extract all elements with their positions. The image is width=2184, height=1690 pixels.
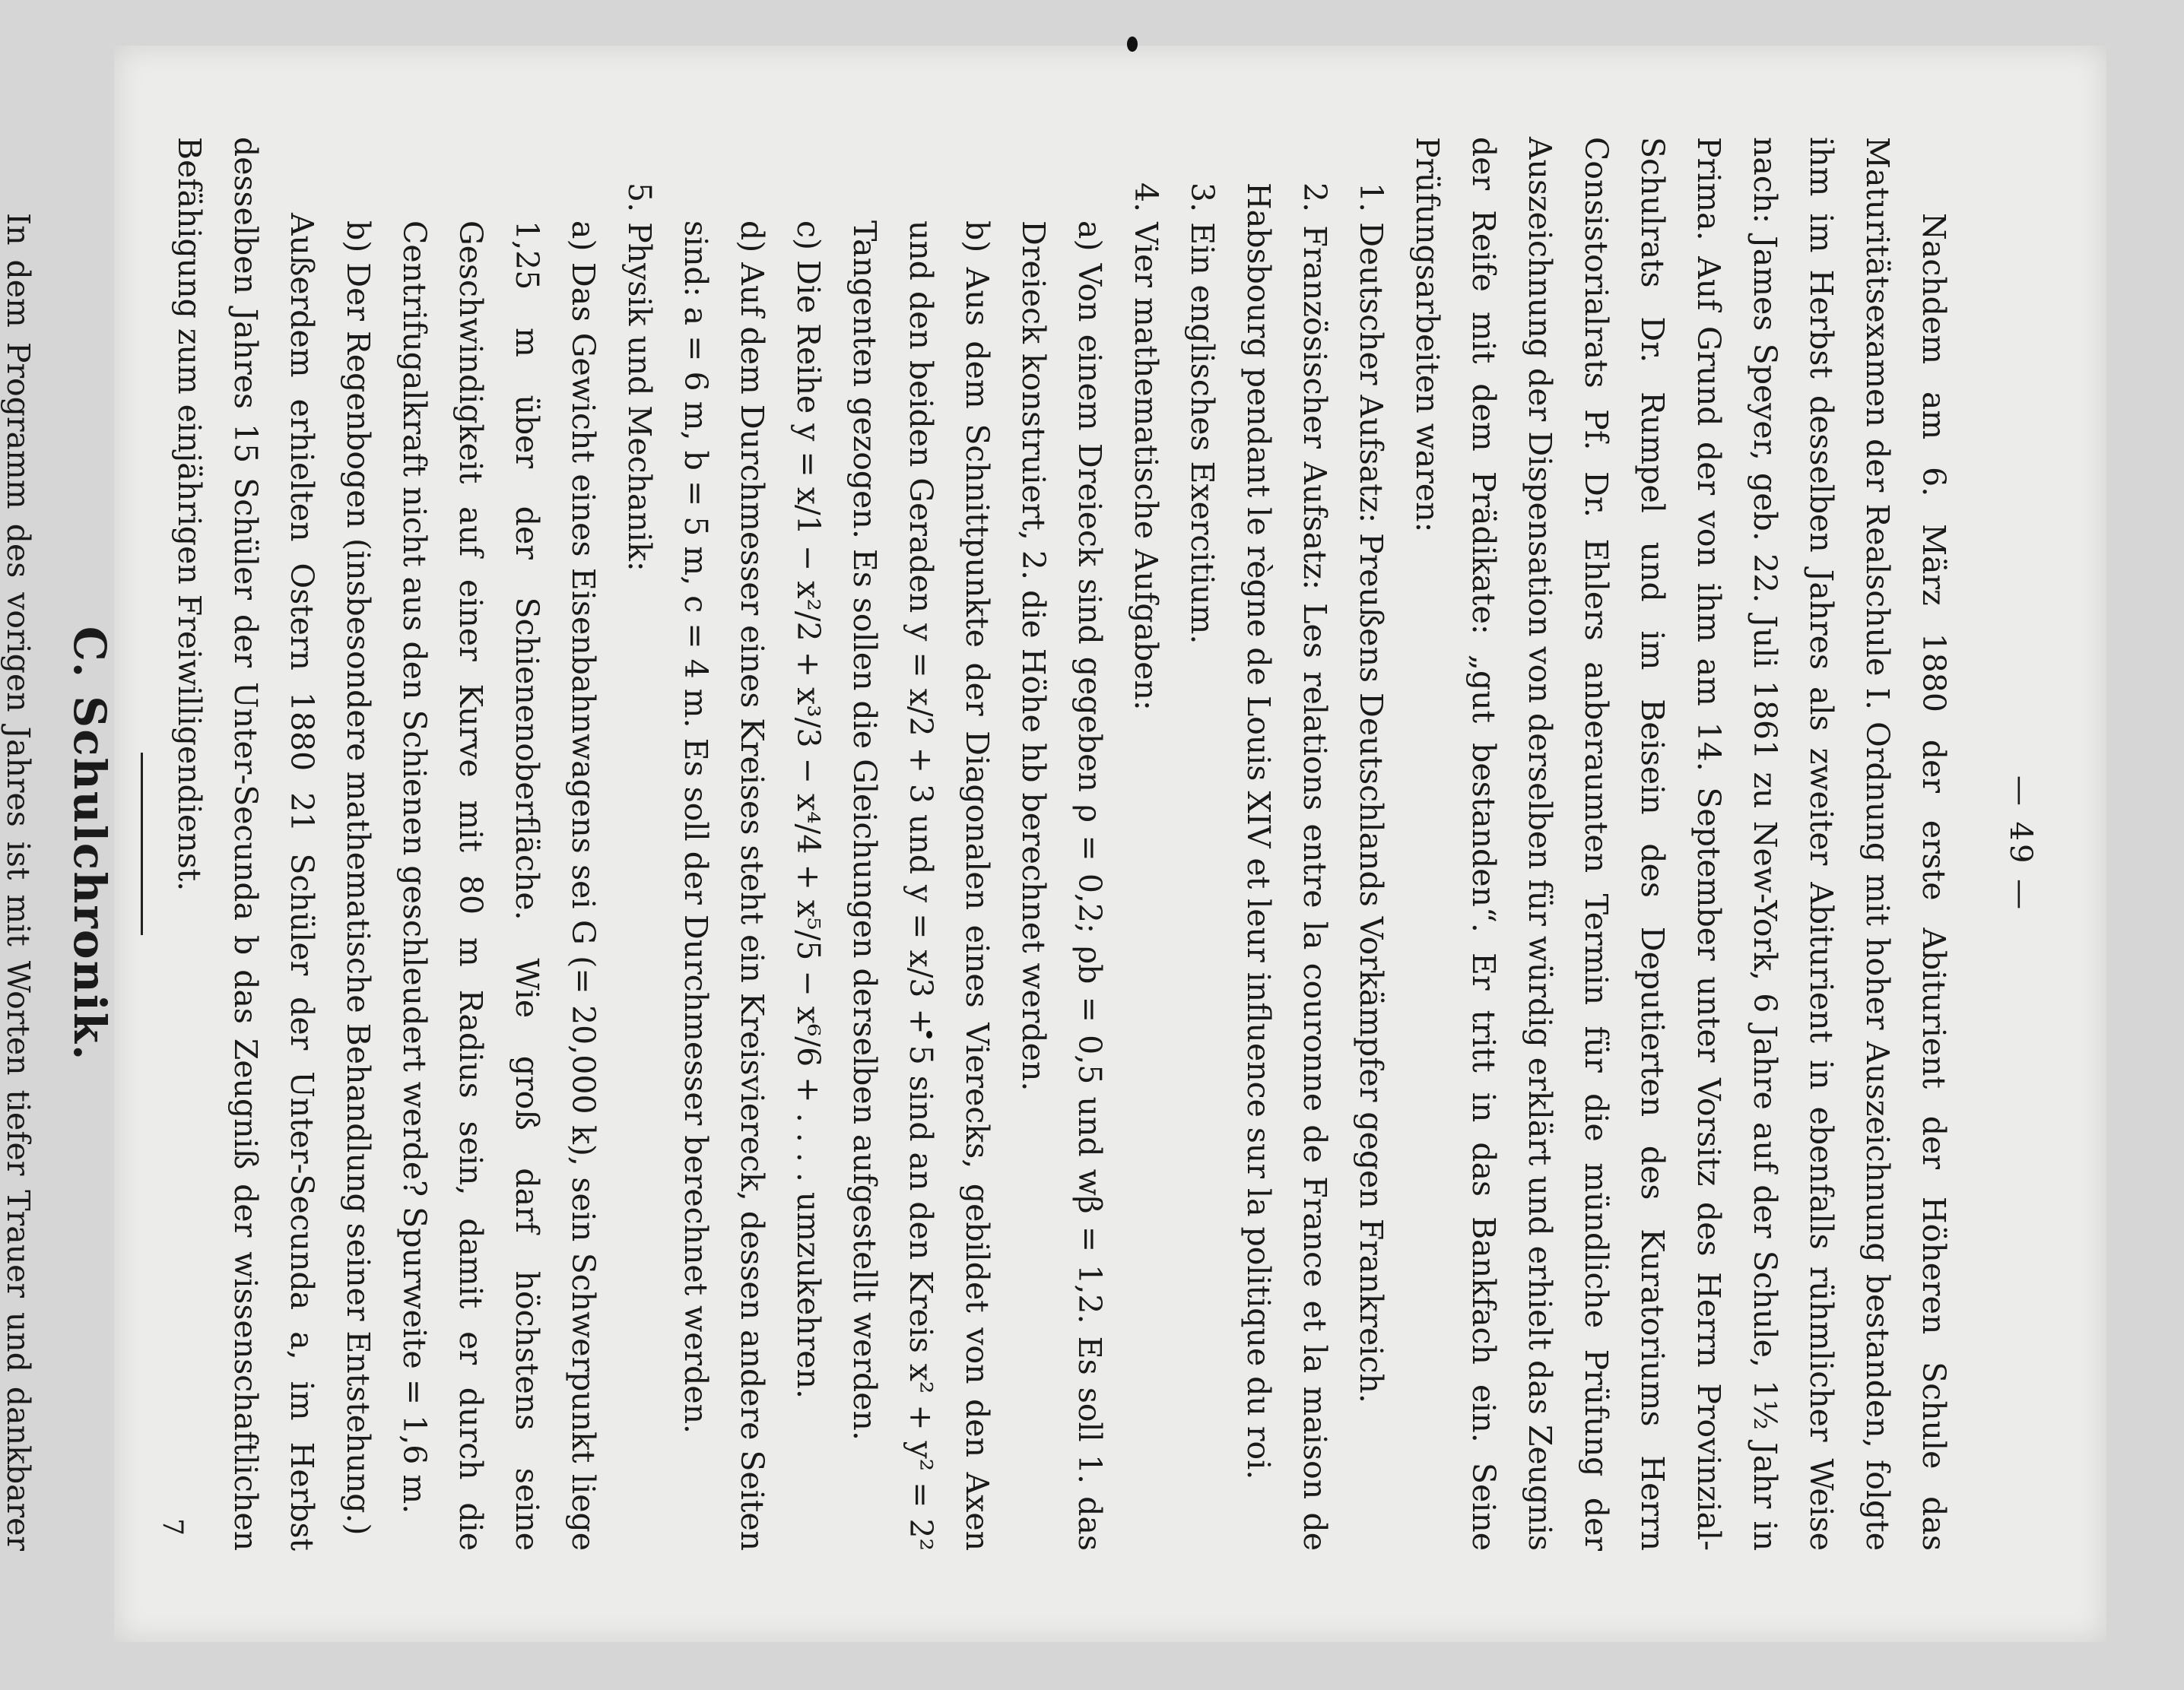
paragraph: 1. Deutscher Aufsatz: Preußens Deutschlands Vorkämpfer gegen Frankreich.	[1353, 182, 1389, 1403]
document-page	[0, 84, 2076, 1604]
paragraph: 2. Französischer Aufsatz: Les relations entre la couronne de France et la maison de Habsbourg pendant le règne de Louis XIV et leur influence sur la politique du roi.	[1240, 182, 1333, 1551]
paragraph: Außerdem erhielten Ostern 1880 21 Schüler der Unter-Secunda a, im Herbst desselben Jahres 15 Schüler der Unter-Secunda b das Zeugniß der wissenschaftlichen Befähigung zum einjährigen Freiwilligendienst.	[171, 137, 320, 1551]
paragraph: 5. Physik und Mechanik:	[621, 182, 658, 572]
section-heading: C. Schulchronik.	[64, 626, 116, 1062]
paragraph: c) Die Reihe y = x/1 − x²/2 + x³/3 − x⁴/4 + x⁵/5 − x⁶/6 + . . . . umzukehren.	[790, 220, 827, 1399]
closing-paragraph: In dem Programm des vorigen Jahres ist mit Worten tiefer Trauer und dankbarer	[0, 213, 37, 1551]
section-rule	[141, 753, 143, 935]
paragraph: a) Das Gewicht eines Eisenbahnwagens sei G (= 20,000 k), sein Schwerpunkt liege 1,25 m über der Schienenoberfläche. Wie groß darf höchstens seine Geschwindigkeit auf einer Kurve mit 80 m Radius sein, damit er durch die Centrifugalkraft nicht aus den Schienen geschleudert werde? Spurweite = 1,6 m.	[396, 220, 602, 1551]
paragraph: d) Auf dem Durchmesser eines Kreises steht ein Kreisviereck, dessen andere Seiten sind: a = 6 m, b = 5 m, c = 4 m. Es soll der Durchmesser berechnet werden.	[678, 220, 770, 1551]
paragraph: b) Der Regenbogen (insbesondere mathematische Behandlung seiner Entstehung.)	[340, 220, 376, 1536]
paragraph: 3. Ein englisches Exercitium.	[1184, 182, 1221, 645]
ink-speck	[1127, 36, 1138, 52]
paragraph: b) Aus dem Schnittpunkte der Diagonalen eines Vierecks, gebildet von den Axen und den beiden Geraden y = x/2 + 3 und y = x/3 + 5 sind an den Kreis x² + y² = 2² Tangenten gezogen. Es sollen die Gleichungen derselben aufgestellt werden.	[846, 220, 995, 1551]
paragraph: 4. Vier mathematische Aufgaben:	[1128, 182, 1164, 711]
paragraph-list	[161, 137, 1962, 1551]
page-number: — 49 —	[2003, 775, 2038, 913]
signature-mark: 7	[157, 1518, 188, 1536]
paragraph: Nachdem am 6. März 1880 der erste Abiturient der Höheren Schule das Maturitätsexamen der Realschule I. Ordnung mit hoher Auszeichnung bestanden, folgte ihm im Herbst desselben Jahres als zweiter Abiturient in ebenfalls rühmlicher Weise nach: James Speyer, geb. 22. Juli 1861 zu New-York, 6 Jahre auf der Schule, 1½ Jahr in Prima. Auf Grund der von ihm am 14. September unter Vorsitz des Herrn Provinzial-Schulrats Dr. Rumpel und im Beisein des Deputierten des Kuratoriums Herrn Consistorialrats Pf. Dr. Ehlers anberaumten Termin für die mündliche Prüfung der Auszeichnung der Dispensation von derselben für würdig erklärt und erhielt das Zeugnis der Reife mit dem Prädikate: „gut bestanden“. Er tritt in das Bankfach ein. Seine Prüfungsarbeiten waren:	[1409, 137, 1952, 1551]
body-text	[0, 137, 1962, 1551]
paragraph: a) Von einem Dreieck sind gegeben ρ = 0,2; ρb = 0,5 und wβ = 1,2. Es soll 1. das Dreieck konstruiert, 2. die Höhe hb berechnet werden.	[1015, 220, 1108, 1551]
